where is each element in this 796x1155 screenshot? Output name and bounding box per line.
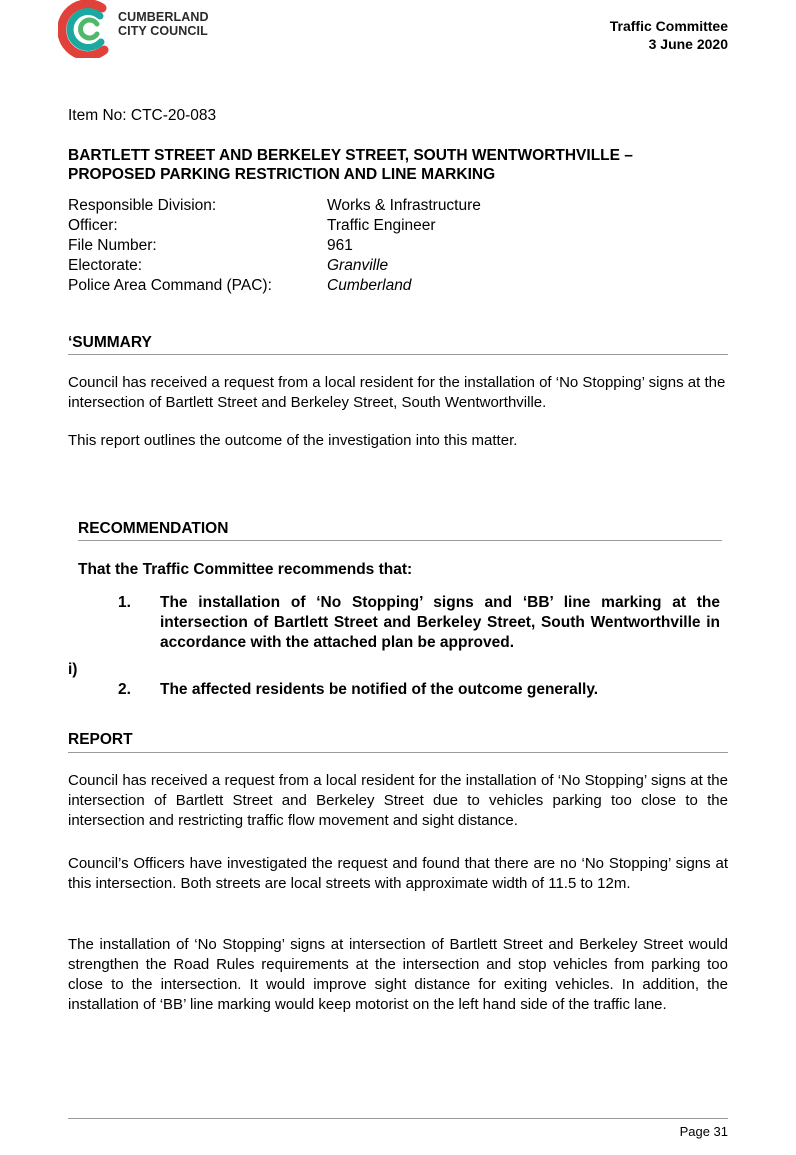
header-meta — [610, 17, 728, 53]
logo-wordmark — [118, 10, 209, 38]
report-paragraph-3: The installation of ‘No Stopping’ signs at intersection of Bartlett Street and Berkeley Street would strengthen the Road Rules requirements at the intersection and stop vehicles from parking too close to the intersection. It would improve sight distance for exiting vehicles. In addition, the installation of ‘BB’ line marking would keep motorist on the left hand side of the traffic lane. — [68, 936, 728, 1013]
meta-value: 961 — [327, 237, 353, 254]
recommendation-intro: That the Traffic Committee recommends that: — [78, 561, 413, 578]
meta-row — [68, 276, 568, 296]
meeting-date: 3 June 2020 — [648, 36, 728, 52]
recommendation-item-text: The affected residents be notified of the outcome generally. — [160, 681, 599, 698]
list-marker: i) — [68, 661, 78, 678]
summary-paragraph-1: Council has received a request from a local resident for the installation of ‘No Stopping’ signs at the intersection of Bartlett Street and Berkeley Street, South Wentworthville. — [68, 374, 726, 411]
logo-line-2: CITY COUNCIL — [118, 24, 208, 38]
report-meta — [68, 196, 568, 296]
logo-line-1: CUMBERLAND — [118, 10, 209, 24]
recommendation-item-number: 2. — [118, 681, 131, 698]
recommendation-rule — [78, 540, 722, 541]
item-number: Item No: CTC-20-083 — [68, 107, 217, 124]
report-title — [68, 146, 728, 184]
report-heading: REPORT — [68, 731, 133, 748]
recommendation-item — [118, 593, 738, 653]
title-line-2: PROPOSED PARKING RESTRICTION AND LINE MARKING — [68, 166, 496, 183]
summary-rule — [68, 354, 728, 355]
summary-heading: ‘SUMMARY — [68, 334, 152, 351]
report-paragraph-1: Council has received a request from a local resident for the installation of ‘No Stopping’ signs at the intersection of Bartlett Street and Berkeley Street due to vehicles parking too close to the intersection and restricting traffic flow movement and sight distance. — [68, 772, 728, 829]
report-paragraph-2: Council’s Officers have investigated the request and found that there are no ‘No Stopping’ signs at this intersection. Both streets are local streets with approximate width of 11.5 to 12m. — [68, 855, 728, 892]
meta-row — [68, 216, 568, 236]
council-logo — [58, 0, 218, 58]
meta-label: File Number: — [68, 237, 157, 254]
meta-label: Officer: — [68, 217, 118, 234]
meta-label: Police Area Command (PAC): — [68, 277, 272, 294]
committee-name: Traffic Committee — [609, 18, 728, 34]
footer-rule — [68, 1118, 728, 1119]
meta-value: Traffic Engineer — [327, 217, 436, 234]
meta-value: Granville — [327, 257, 389, 274]
title-line-1: BARTLETT STREET AND BERKELEY STREET, SOUTH WENTWORTHVILLE – — [68, 147, 633, 164]
meta-value: Cumberland — [327, 277, 412, 294]
meta-label: Electorate: — [68, 257, 143, 274]
meta-row — [68, 196, 568, 216]
recommendation-heading: RECOMMENDATION — [78, 520, 229, 537]
page-number: Page 31 — [679, 1124, 728, 1139]
recommendation-item-number: 1. — [118, 594, 131, 611]
recommendation-item-text: The installation of ‘No Stopping’ signs and ‘BB’ line marking at the intersection of Bartlett Street and Berkeley Street, South Wentworthville in accordance with the attached plan be approved. — [160, 594, 720, 651]
meta-value: Works & Infrastructure — [327, 197, 481, 214]
council-logo-icon — [58, 0, 114, 58]
report-rule — [68, 752, 728, 753]
meta-row — [68, 256, 568, 276]
recommendation-list — [118, 593, 738, 713]
summary-paragraph-2: This report outlines the outcome of the investigation into this matter. — [68, 432, 518, 449]
recommendation-item — [118, 680, 738, 700]
meta-row — [68, 236, 568, 256]
meta-label: Responsible Division: — [68, 197, 217, 214]
